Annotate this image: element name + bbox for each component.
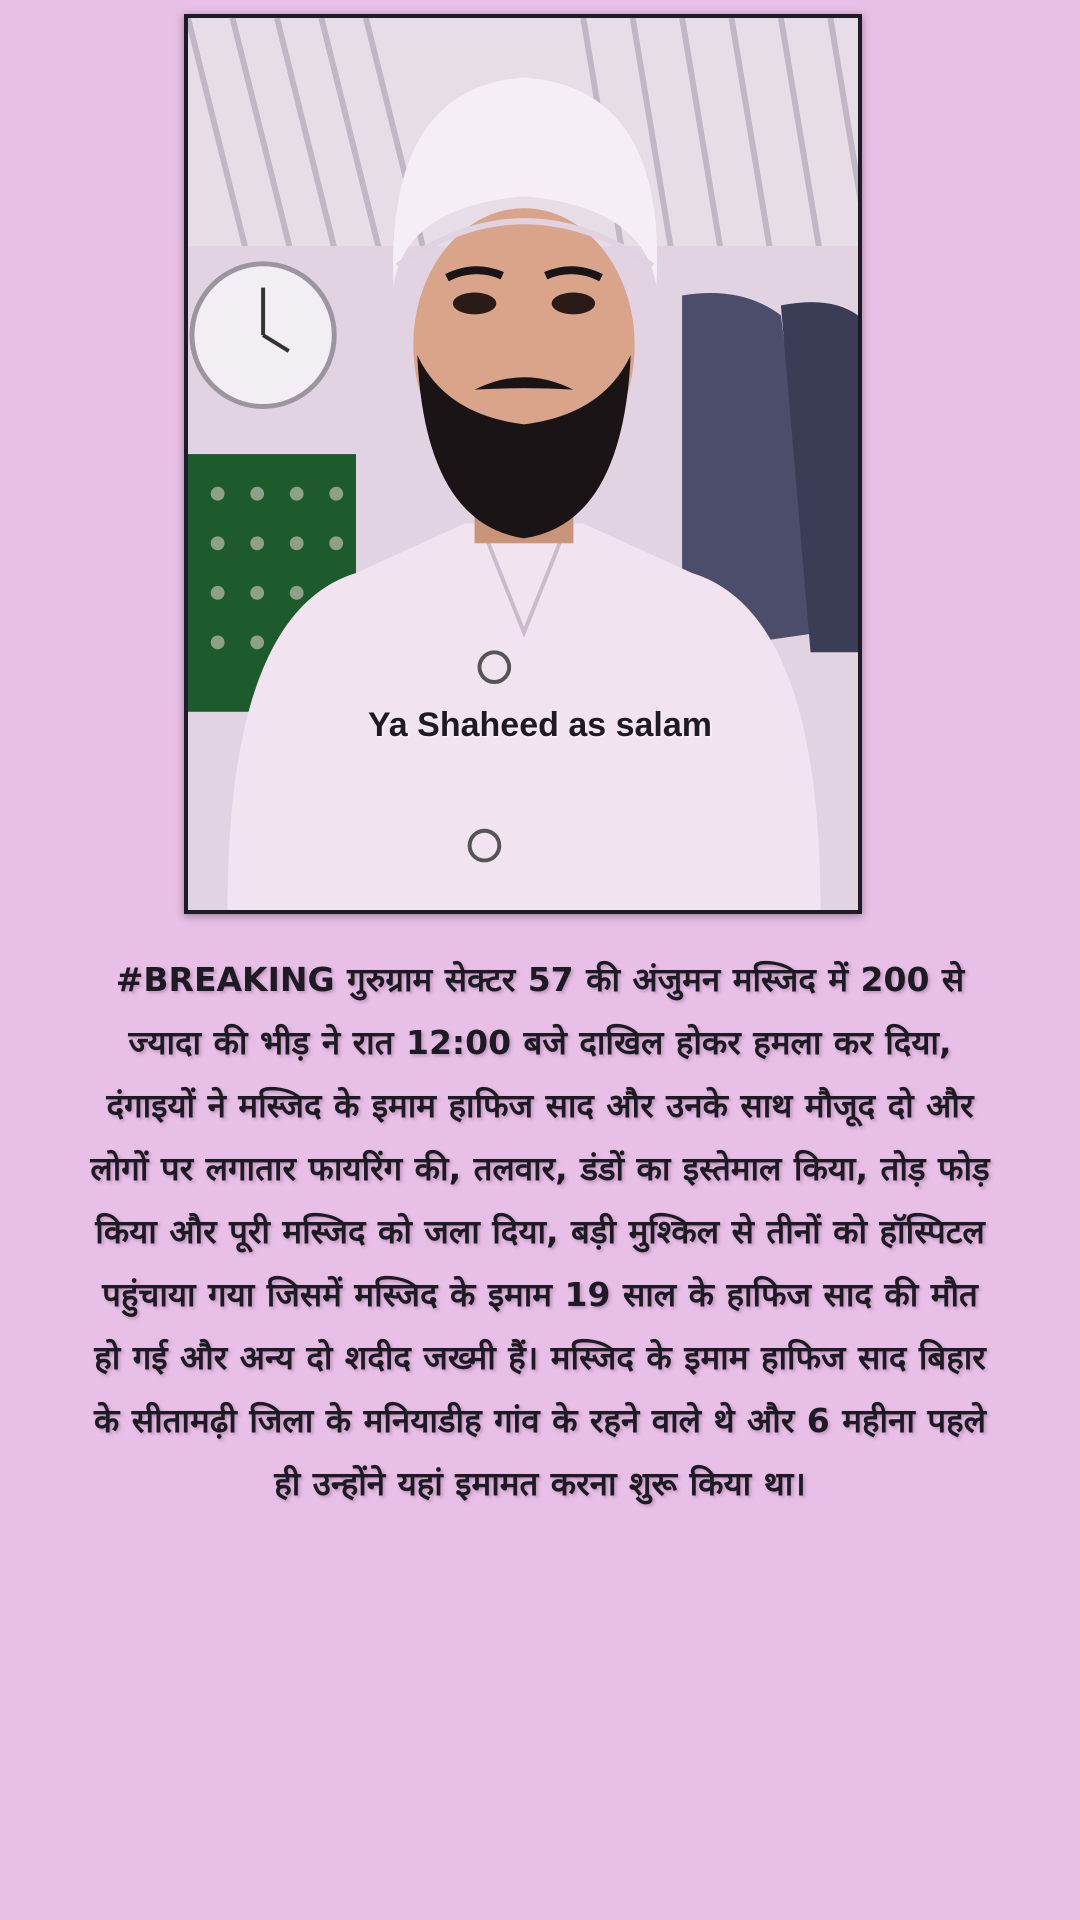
article-text: #BREAKING गुरुग्राम सेक्टर 57 की अंजुमन मस्जिद में 200 से ज्यादा की भीड़ ने रात 12:00 बजे दाखिल होकर हमला कर दिया, दंगाइयों ने मस्जिद के इमाम हाफिज साद और उनके साथ मौजूद दो और लोगों पर लगातार फायरिंग की, तलवार, डंडों का इस्तेमाल किया, तोड़ फोड़ किया और पूरी मस्जिद को जला दिया, बड़ी मुश्किल से तीनों को हॉस्पिटल पहुंचाया गया जिसमें मस्जिद के इमाम 19 साल के हाफिज साद की मौत हो गई और अन्य दो शदीद जख्मी हैं। मस्जिद के इमाम हाफिज साद बिहार के सीतामढ़ी जिला के मनियाडीह गांव के रहने वाले थे और 6 महीना पहले ही उन्होंने यहां इमामत करना शुरू किया था। (90, 960, 990, 1503)
portrait-illustration (188, 18, 858, 910)
portrait-photo (184, 14, 862, 914)
photo-caption: Ya Shaheed as salam (368, 706, 712, 744)
